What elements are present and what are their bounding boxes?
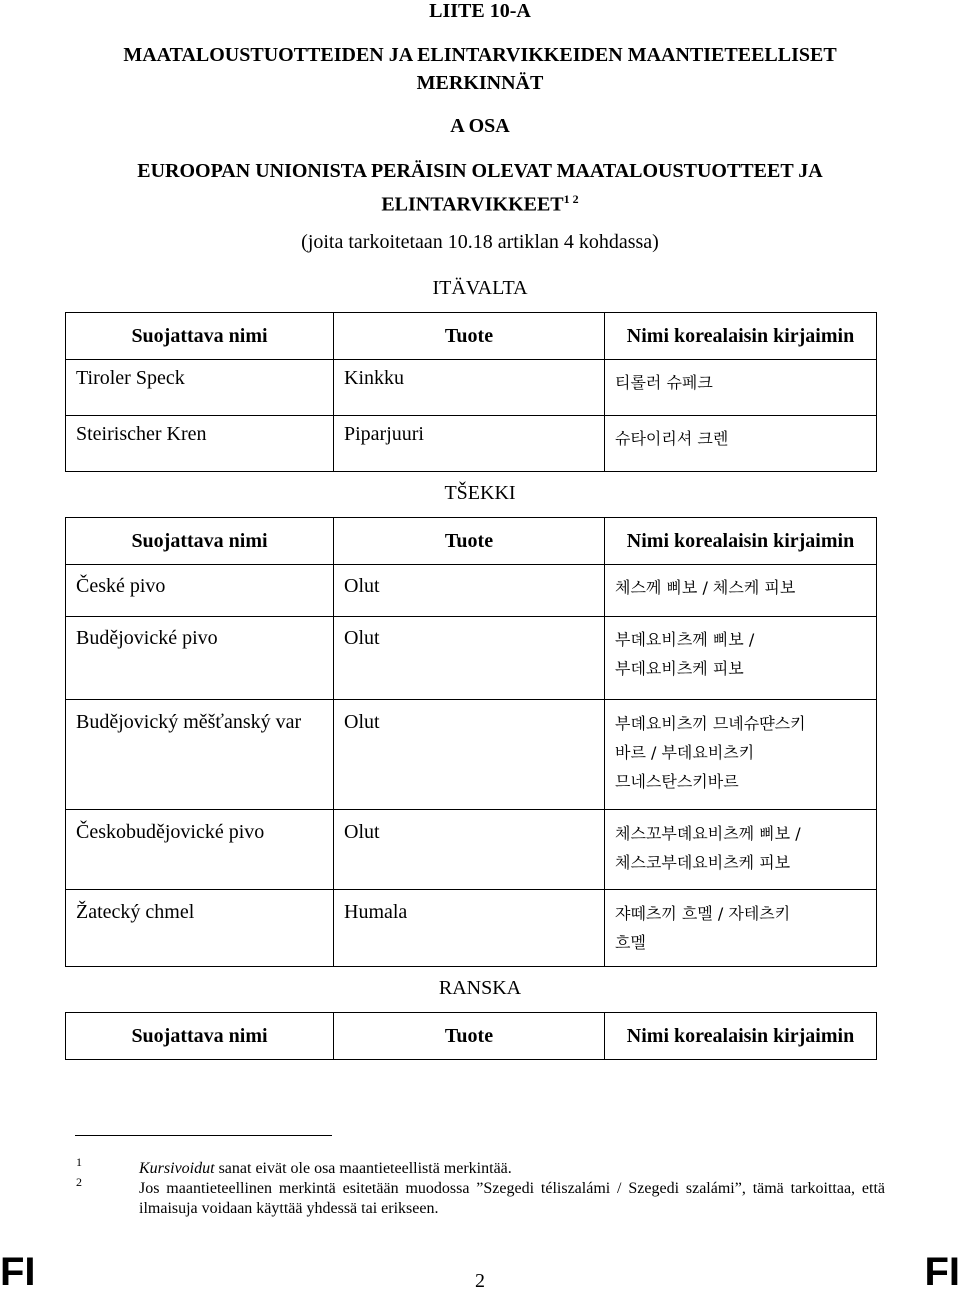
column-header-product: Tuote bbox=[334, 518, 605, 565]
part-subtitle-line2-text: ELINTARVIKKEET bbox=[381, 193, 564, 216]
protected-name: Českobudějovické pivo bbox=[66, 810, 334, 890]
korean-name-line: 부데요비츠케 피보 bbox=[615, 659, 744, 678]
table-tsekki bbox=[65, 517, 877, 967]
footnote-text: Jos maantieteellinen merkintä esitetään muodossa ”Szegedi téliszalámi / Szegedi szalámi”, tämä tarkoittaa, että ilmaisuja voidaan käyttää yhdessä tai erikseen. bbox=[139, 1180, 885, 1217]
part-subtitle-line1: EUROOPAN UNIONISTA PERÄISIN OLEVAT MAATALOUSTUOTTEET JA bbox=[137, 160, 823, 182]
korean-name-line: 체스꼬부뎨요비츠께 삐보 / bbox=[615, 824, 801, 843]
protected-name: Steirischer Kren bbox=[66, 416, 334, 472]
table-header-row bbox=[66, 313, 877, 360]
product: Olut bbox=[334, 565, 605, 617]
document-title-line1: MAATALOUSTUOTTEIDEN JA ELINTARVIKKEIDEN MAANTIETEELLISET bbox=[123, 44, 837, 66]
footnote-number: 2 bbox=[76, 1175, 82, 1189]
protected-name: Žatecký chmel bbox=[66, 890, 334, 967]
product: Humala bbox=[334, 890, 605, 967]
product: Kinkku bbox=[334, 360, 605, 416]
column-header-name: Suojattava nimi bbox=[66, 313, 334, 360]
product: Piparjuuri bbox=[334, 416, 605, 472]
korean-name-line: 바르 / 부데요비츠키 bbox=[615, 743, 755, 762]
footnote-separator bbox=[75, 1135, 332, 1136]
footnote-italic: Kursivoidut bbox=[139, 1160, 215, 1177]
article-reference: (joita tarkoitetaan 10.18 artiklan 4 kohdassa) bbox=[301, 231, 659, 253]
document-title-line2: MERKINNÄT bbox=[416, 72, 544, 94]
column-header-name: Suojattava nimi bbox=[66, 1013, 334, 1060]
table-header-row bbox=[66, 1013, 877, 1060]
table-ranska bbox=[65, 1012, 877, 1060]
document-title bbox=[0, 41, 960, 97]
country-heading-tsekki: TŠEKKI bbox=[444, 482, 516, 504]
table-row bbox=[66, 890, 877, 967]
table-row bbox=[66, 416, 877, 472]
footnote-reference: 1 2 bbox=[563, 192, 579, 206]
korean-name bbox=[605, 617, 877, 700]
part-subtitle bbox=[0, 157, 960, 219]
column-header-korean: Nimi korealaisin kirjaimin bbox=[605, 313, 877, 360]
column-header-product: Tuote bbox=[334, 1013, 605, 1060]
korean-name: 슈타이리셔 크렌 bbox=[605, 416, 877, 472]
korean-name: 체스께 삐보 / 체스케 피보 bbox=[605, 565, 877, 617]
country-heading-itavalta: ITÄVALTA bbox=[432, 277, 528, 299]
table-row bbox=[66, 617, 877, 700]
korean-name: 티롤러 슈페크 bbox=[605, 360, 877, 416]
korean-name-line: 므네스탄스키바르 bbox=[615, 772, 739, 791]
column-header-product: Tuote bbox=[334, 313, 605, 360]
footnote-2 bbox=[139, 1179, 885, 1219]
table-header-row bbox=[66, 518, 877, 565]
korean-name-line: 부뎨요비츠께 삐보 / bbox=[615, 630, 755, 649]
protected-name: Budějovický měšťanský var bbox=[66, 700, 334, 810]
country-heading-ranska: RANSKA bbox=[438, 977, 522, 999]
product: Olut bbox=[334, 810, 605, 890]
footnote-1 bbox=[139, 1159, 885, 1179]
table-row bbox=[66, 810, 877, 890]
table-itavalta bbox=[65, 312, 877, 472]
korean-name-line: 체스코부데요비츠케 피보 bbox=[615, 853, 791, 872]
product: Olut bbox=[334, 617, 605, 700]
korean-name-line: 흐멜 bbox=[615, 933, 646, 952]
korean-name bbox=[605, 890, 877, 967]
footnote-text: sanat eivät ole osa maantieteellistä merkintää. bbox=[214, 1160, 512, 1177]
column-header-name: Suojattava nimi bbox=[66, 518, 334, 565]
part-label: A OSA bbox=[450, 115, 510, 137]
column-header-korean: Nimi korealaisin kirjaimin bbox=[605, 518, 877, 565]
part-subtitle-line2 bbox=[0, 185, 960, 219]
protected-name: Budějovické pivo bbox=[66, 617, 334, 700]
page-number: 2 bbox=[475, 1270, 485, 1292]
annex-label: LIITE 10-A bbox=[429, 0, 531, 22]
table-row bbox=[66, 700, 877, 810]
language-code-left: FI bbox=[0, 1250, 36, 1294]
table-row bbox=[66, 565, 877, 617]
protected-name: Tiroler Speck bbox=[66, 360, 334, 416]
korean-name-line: 부뎨요비츠끼 므녜슈땬스키 bbox=[615, 714, 806, 733]
footnote-number: 1 bbox=[76, 1155, 82, 1169]
korean-name-line: 쟈떼츠끼 흐멜 / 자테츠키 bbox=[615, 904, 791, 923]
protected-name: České pivo bbox=[66, 565, 334, 617]
language-code-right: FI bbox=[924, 1250, 960, 1294]
korean-name bbox=[605, 810, 877, 890]
column-header-korean: Nimi korealaisin kirjaimin bbox=[605, 1013, 877, 1060]
product: Olut bbox=[334, 700, 605, 810]
korean-name bbox=[605, 700, 877, 810]
table-row bbox=[66, 360, 877, 416]
